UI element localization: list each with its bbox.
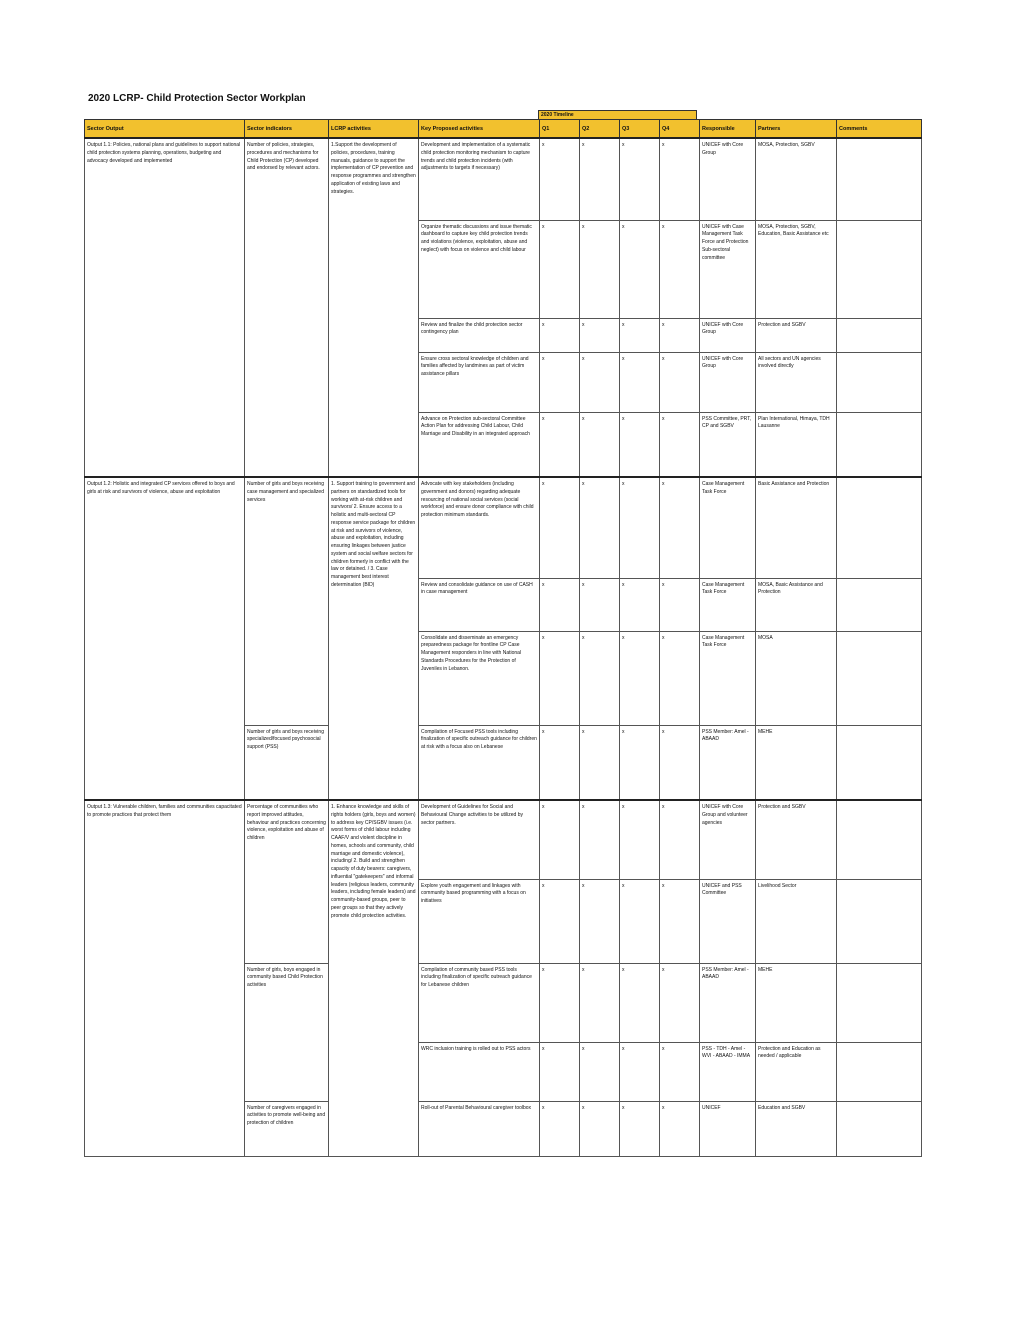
q2-mark: x — [580, 963, 620, 1042]
q4-mark: x — [660, 352, 700, 412]
q2-mark: x — [580, 220, 620, 318]
partners-cell: Protection and SGBV — [756, 318, 837, 352]
q2-mark: x — [580, 578, 620, 631]
key-activity-cell: Review and finalize the child protection sector contingency plan — [419, 318, 540, 352]
q4-mark: x — [660, 1042, 700, 1101]
responsible-cell: Case Management Task Force — [700, 578, 756, 631]
q2-mark: x — [580, 318, 620, 352]
key-activity-cell: WRC inclusion training is rolled out to PSS actors — [419, 1042, 540, 1101]
q3-mark: x — [620, 318, 660, 352]
responsible-cell: Case Management Task Force — [700, 477, 756, 578]
q1-mark: x — [540, 879, 580, 963]
q3-mark: x — [620, 412, 660, 477]
indicator-cell: Number of girls, boys engaged in community based Child Protection activities — [245, 963, 329, 1101]
responsible-cell: PSS - TDH - Amel - WVI - ABAAD - IMMA — [700, 1042, 756, 1101]
partners-cell: Livelihood Sector — [756, 879, 837, 963]
q3-mark: x — [620, 477, 660, 578]
q1-mark: x — [540, 352, 580, 412]
responsible-cell: UNICEF with Core Group — [700, 318, 756, 352]
lcrp-activity-cell: 1.Support the development of policies, procedures, training manuals, guidance to support the implementation of CP prevention and response programmes and strengthen application of existing laws and strategies. — [329, 138, 419, 477]
q2-mark: x — [580, 412, 620, 477]
q4-mark: x — [660, 220, 700, 318]
comments-cell — [837, 477, 922, 578]
q4-mark: x — [660, 138, 700, 220]
q4-mark: x — [660, 963, 700, 1042]
partners-cell: All sectors and UN agencies involved directly — [756, 352, 837, 412]
key-activity-cell: Organize thematic discussions and issue thematic dashboard to capture key child protection trends and violations (violence, exploitation, abuse and neglect) with focus on violence and child labour — [419, 220, 540, 318]
q4-mark: x — [660, 318, 700, 352]
q1-mark: x — [540, 800, 580, 879]
q4-mark: x — [660, 578, 700, 631]
comments-cell — [837, 220, 922, 318]
col-lcrp-activities: LCRP activities — [329, 120, 419, 139]
timeline-header: 2020 Timeline — [538, 110, 697, 119]
q3-mark: x — [620, 879, 660, 963]
key-activity-cell: Advance on Protection sub-sectoral Committee Action Plan for addressing Child Labour, Child Marriage and Disability in an integrated approach — [419, 412, 540, 477]
col-sector-indicators: Sector indicators — [245, 120, 329, 139]
comments-cell — [837, 578, 922, 631]
q3-mark: x — [620, 800, 660, 879]
q2-mark: x — [580, 725, 620, 800]
q3-mark: x — [620, 631, 660, 725]
q1-mark: x — [540, 725, 580, 800]
key-activity-cell: Development of Guidelines for Social and Behavioural Change activities to be utilized by sector partners. — [419, 800, 540, 879]
comments-cell — [837, 879, 922, 963]
q3-mark: x — [620, 725, 660, 800]
comments-cell — [837, 318, 922, 352]
q4-mark: x — [660, 725, 700, 800]
indicator-cell: Number of caregivers engaged in activities to promote well-being and protection of children — [245, 1101, 329, 1156]
partners-cell: MOSA, Protection, SGBV — [756, 138, 837, 220]
q3-mark: x — [620, 138, 660, 220]
partners-cell: Plan International, Himaya, TDH Lausanne — [756, 412, 837, 477]
q3-mark: x — [620, 352, 660, 412]
key-activity-cell: Advocate with key stakeholders (including government and donors) regarding adequate resourcing of national social services (social workforce) and ensure donor compliance with child protection minimum standards. — [419, 477, 540, 578]
sector-output-cell: Output 1.2: Holistic and integrated CP services offered to boys and girls at risk and survivors of violence, abuse and exploitation — [85, 477, 245, 800]
q2-mark: x — [580, 477, 620, 578]
q2-mark: x — [580, 1101, 620, 1156]
comments-cell — [837, 412, 922, 477]
col-q4: Q4 — [660, 120, 700, 139]
q4-mark: x — [660, 800, 700, 879]
responsible-cell: UNICEF with Core Group — [700, 138, 756, 220]
table-row — [85, 477, 922, 578]
q3-mark: x — [620, 578, 660, 631]
responsible-cell: UNICEF — [700, 1101, 756, 1156]
q2-mark: x — [580, 1042, 620, 1101]
partners-cell: Basic Assistance and Protection — [756, 477, 837, 578]
q1-mark: x — [540, 578, 580, 631]
comments-cell — [837, 352, 922, 412]
key-activity-cell: Roll-out of Parental Behavioural caregiver toolbox — [419, 1101, 540, 1156]
responsible-cell: UNICEF with Core Group — [700, 352, 756, 412]
key-activity-cell: Development and implementation of a systematic child protection monitoring mechanism to capture trends and child protection incidents (with adjustments to targets if necessary) — [419, 138, 540, 220]
q1-mark: x — [540, 1042, 580, 1101]
col-q3: Q3 — [620, 120, 660, 139]
col-q1: Q1 — [540, 120, 580, 139]
q3-mark: x — [620, 220, 660, 318]
lcrp-activity-cell: 1. Support training to government and partners on standardized tools for working with at-risk children and survivors/ 2. Ensure access to a holistic and multi-sectoral CP response service package for children at risk and survivors of violence, abuse and exploitation, including ensuring linkages between justice system and social welfare sectors for children formerly in conflict with the law or detained. / 3. Case management best interest determination (BID) — [329, 477, 419, 800]
header-row — [85, 120, 922, 139]
partners-cell: Protection and Education as needed / applicable — [756, 1042, 837, 1101]
responsible-cell: UNICEF and PSS Committee — [700, 879, 756, 963]
key-activity-cell: Compilation of community based PSS tools including finalization of specific outreach guidance for Lebanese children — [419, 963, 540, 1042]
responsible-cell: PSS Committee, PRT, CP and SGBV — [700, 412, 756, 477]
page-title: 2020 LCRP- Child Protection Sector Workplan — [88, 93, 306, 104]
responsible-cell: PSS Member: Amel - ABAAD — [700, 725, 756, 800]
responsible-cell: PSS Member: Amel - ABAAD — [700, 963, 756, 1042]
partners-cell: MOSA, Basic Assistance and Protection — [756, 578, 837, 631]
q3-mark: x — [620, 1042, 660, 1101]
key-activity-cell: Consolidate and disseminate an emergency preparedness package for frontline CP Case Management responders in line with National Standards Procedures for the Protection of Juveniles in Lebanon. — [419, 631, 540, 725]
partners-cell: MEHE — [756, 963, 837, 1042]
q1-mark: x — [540, 1101, 580, 1156]
key-activity-cell: Compilation of Focused PSS tools including finalization of specific outreach guidance for children at risk with a focus also on Lebanese — [419, 725, 540, 800]
comments-cell — [837, 725, 922, 800]
q4-mark: x — [660, 412, 700, 477]
responsible-cell: UNICEF with Case Management Task Force and Protection Sub-sectoral committee — [700, 220, 756, 318]
q1-mark: x — [540, 412, 580, 477]
q3-mark: x — [620, 963, 660, 1042]
comments-cell — [837, 631, 922, 725]
q1-mark: x — [540, 318, 580, 352]
partners-cell: MOSA — [756, 631, 837, 725]
col-partners: Partners — [756, 120, 837, 139]
q2-mark: x — [580, 800, 620, 879]
lcrp-activity-cell: 1. Enhance knowledge and skills of rights holders (girls, boys and women) to address key CP/SGBV issues (i.e. worst forms of child labour including CAAF/V and violent discipline in homes, schools and community, child marriage and domestic violence), including/ 2. Build and strengthen capacity of duty bearers: caregivers, influential "gatekeepers" and informal leaders (religious leaders, community leaders, including female leaders) and community-based groups, peer to peer groups so that they actively promote child protection activities. — [329, 800, 419, 1156]
comments-cell — [837, 138, 922, 220]
col-comments: Comments — [837, 120, 922, 139]
comments-cell — [837, 1101, 922, 1156]
q1-mark: x — [540, 138, 580, 220]
sector-output-cell: Output 1.1: Policies, national plans and guidelines to support national child protection systems planning, operations, budgeting and advocacy developed and implemented — [85, 138, 245, 477]
comments-cell — [837, 1042, 922, 1101]
col-q2: Q2 — [580, 120, 620, 139]
table-row — [85, 138, 922, 220]
q4-mark: x — [660, 879, 700, 963]
key-activity-cell: Ensure cross sectoral knowledge of children and families affected by landmines as part of victim assistance pillars — [419, 352, 540, 412]
q2-mark: x — [580, 631, 620, 725]
q2-mark: x — [580, 138, 620, 220]
col-sector-output: Sector Output — [85, 120, 245, 139]
q4-mark: x — [660, 1101, 700, 1156]
q1-mark: x — [540, 963, 580, 1042]
q1-mark: x — [540, 631, 580, 725]
comments-cell — [837, 963, 922, 1042]
indicator-cell: Percentage of communities who report improved attitudes, behaviour and practices concerning violence, exploitation and abuse of children — [245, 800, 329, 963]
indicator-cell: Number of girls and boys receiving specialized/focused psychosocial support (PSS) — [245, 725, 329, 800]
q3-mark: x — [620, 1101, 660, 1156]
comments-cell — [837, 800, 922, 879]
indicator-cell: Number of policies, strategies, procedures and mechanisms for Child Protection (CP) developed and endorsed by relevant actors. — [245, 138, 329, 477]
q2-mark: x — [580, 352, 620, 412]
partners-cell: MOSA, Protection, SGBV, Education, Basic Assistance etc — [756, 220, 837, 318]
key-activity-cell: Review and consolidate guidance on use of CASH in case management — [419, 578, 540, 631]
table-row — [85, 800, 922, 879]
col-responsible: Responsible — [700, 120, 756, 139]
q1-mark: x — [540, 220, 580, 318]
partners-cell: Education and SGBV — [756, 1101, 837, 1156]
sector-output-cell: Output 1.3: Vulnerable children, families and communities capacitated to promote practices that protect them — [85, 800, 245, 1156]
responsible-cell: Case Management Task Force — [700, 631, 756, 725]
key-activity-cell: Explore youth engagement and linkages with community based programming with a focus on initiatives — [419, 879, 540, 963]
q4-mark: x — [660, 477, 700, 578]
q1-mark: x — [540, 477, 580, 578]
col-key-activities: Key Proposed activities — [419, 120, 540, 139]
indicator-cell: Number of girls and boys receiving case management and specialized services — [245, 477, 329, 725]
q4-mark: x — [660, 631, 700, 725]
workplan-table — [84, 119, 922, 1157]
responsible-cell: UNICEF with Core Group and volunteer agencies — [700, 800, 756, 879]
partners-cell: MEHE — [756, 725, 837, 800]
q2-mark: x — [580, 879, 620, 963]
partners-cell: Protection and SGBV — [756, 800, 837, 879]
